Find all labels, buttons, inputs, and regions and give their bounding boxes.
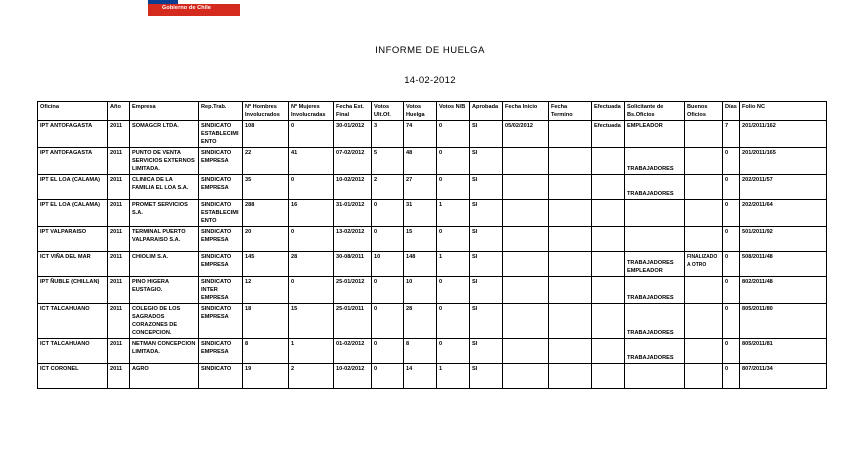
cell-rep-trab: SINDICATO EMPRESA [199,252,243,277]
cell-efectuada [592,148,625,175]
cell-solicitante [625,227,685,252]
cell-mujeres: 0 [289,175,334,200]
cell-rep-trab: SINDICATO EMPRESA [199,227,243,252]
cell-empresa: TERMINAL PUERTO VALPARAISO S.A. [130,227,199,252]
cell-aprobada: SI [470,227,503,252]
cell-votos-huelga: 14 [404,364,437,389]
cell-fecha-est-final: 30-08/2011 [334,252,372,277]
cell-oficina: IPT ANTOFAGASTA [38,121,108,148]
cell-mujeres: 16 [289,200,334,227]
cell-hombres: 19 [243,364,289,389]
cell-aprobada: SI [470,252,503,277]
cell-fecha-est-final: 10-02/2012 [334,364,372,389]
cell-fecha-termino [549,364,592,389]
cell-hombres: 35 [243,175,289,200]
cell-folio-nc: 202/2011/57 [740,175,827,200]
cell-rep-trab: SINDICATO EMPRESA [199,148,243,175]
cell-votos-nb: 0 [437,304,470,339]
gobierno-de-chile-logo [148,0,240,16]
cell-mujeres: 0 [289,121,334,148]
cell-votos-huelga: 15 [404,227,437,252]
header-cell-fecha-est-final: Fecha Est. Final [334,102,372,121]
table-header-row [38,102,827,121]
cell-fecha-termino [549,148,592,175]
cell-rep-trab: SINDICATO EMPRESA [199,339,243,364]
cell-empresa: CHIOLIM S.A. [130,252,199,277]
cell-hombres: 22 [243,148,289,175]
table-row [38,339,827,364]
cell-fecha-est-final: 31-01/2012 [334,200,372,227]
cell-votos-huelga: 148 [404,252,437,277]
table-row [38,304,827,339]
table-row [38,252,827,277]
header-cell-rep-trab: Rep.Trab. [199,102,243,121]
cell-oficina: IPT ÑUBLE (CHILLAN) [38,277,108,304]
cell-ano: 2011 [108,277,130,304]
cell-rep-trab: SINDICATO ESTABLECIMIENTO [199,121,243,148]
cell-aprobada: SI [470,121,503,148]
cell-folio-nc: 202/2011/64 [740,200,827,227]
cell-fecha-inicio [503,200,549,227]
cell-fecha-est-final: 01-02/2012 [334,339,372,364]
cell-fecha-inicio [503,277,549,304]
cell-fecha-inicio [503,175,549,200]
table-row [38,148,827,175]
cell-fecha-est-final: 10-02/2012 [334,175,372,200]
cell-votos-ult-of: 2 [372,175,404,200]
cell-mujeres: 1 [289,339,334,364]
table-row [38,277,827,304]
cell-dias: 0 [723,175,740,200]
cell-oficina: ICT VIÑA DEL MAR [38,252,108,277]
cell-votos-huelga: 31 [404,200,437,227]
cell-solicitante: EMPLEADOR [625,121,685,148]
cell-solicitante: TRABAJADORES [625,148,685,175]
cell-ano: 2011 [108,227,130,252]
cell-efectuada [592,200,625,227]
cell-folio-nc: 802/2011/48 [740,277,827,304]
cell-dias: 0 [723,227,740,252]
cell-aprobada: SI [470,148,503,175]
cell-votos-huelga: 48 [404,148,437,175]
cell-mujeres: 15 [289,304,334,339]
cell-votos-ult-of: 0 [372,339,404,364]
cell-mujeres: 0 [289,227,334,252]
cell-fecha-est-final: 25-01/2012 [334,277,372,304]
cell-dias: 0 [723,148,740,175]
table-row [38,227,827,252]
cell-votos-huelga: 8 [404,339,437,364]
cell-votos-ult-of: 10 [372,252,404,277]
cell-ano: 2011 [108,252,130,277]
cell-hombres: 108 [243,121,289,148]
cell-fecha-est-final: 30-01/2012 [334,121,372,148]
cell-fecha-inicio [503,339,549,364]
cell-ano: 2011 [108,364,130,389]
cell-mujeres: 2 [289,364,334,389]
cell-fecha-termino [549,200,592,227]
cell-empresa: COLEGIO DE LOS SAGRADOS CORAZONES DE CONCEPCION. [130,304,199,339]
cell-aprobada: SI [470,364,503,389]
cell-oficina: IPT VALPARAISO [38,227,108,252]
cell-folio-nc: 807/2011/34 [740,364,827,389]
header-cell-hombres: Nº Hombres Involucrados [243,102,289,121]
cell-buenos-oficios [685,175,723,200]
cell-votos-huelga: 27 [404,175,437,200]
cell-solicitante: TRABAJADORES [625,304,685,339]
cell-ano: 2011 [108,304,130,339]
cell-votos-nb: 1 [437,200,470,227]
cell-votos-ult-of: 5 [372,148,404,175]
cell-hombres: 288 [243,200,289,227]
cell-buenos-oficios [685,304,723,339]
cell-buenos-oficios [685,277,723,304]
cell-efectuada [592,304,625,339]
cell-dias: 0 [723,364,740,389]
cell-buenos-oficios: FINALIZADO A OTRO [685,252,723,277]
cell-rep-trab: SINDICATO EMPRESA [199,304,243,339]
cell-ano: 2011 [108,121,130,148]
cell-votos-ult-of: 0 [372,364,404,389]
header-cell-aprobada: Aprobada [470,102,503,121]
cell-empresa: SOMAGCR LTDA. [130,121,199,148]
cell-folio-nc: 805/2011/80 [740,304,827,339]
logo-text: Gobierno de Chile [162,5,212,11]
cell-votos-nb: 0 [437,175,470,200]
cell-hombres: 145 [243,252,289,277]
cell-fecha-termino [549,304,592,339]
cell-solicitante: TRABAJADORES [625,339,685,364]
cell-fecha-termino [549,252,592,277]
cell-fecha-termino [549,339,592,364]
cell-votos-huelga: 74 [404,121,437,148]
table-row [38,364,827,389]
cell-folio-nc: 201/2011/162 [740,121,827,148]
table-row [38,121,827,148]
cell-empresa: PINO HIGERA EUSTAGIO. [130,277,199,304]
cell-mujeres: 0 [289,277,334,304]
cell-buenos-oficios [685,227,723,252]
header-cell-fecha-inicio: Fecha Inicio [503,102,549,121]
cell-fecha-est-final: 07-02/2012 [334,148,372,175]
cell-fecha-inicio [503,148,549,175]
cell-efectuada [592,252,625,277]
table-row [38,175,827,200]
cell-aprobada: SI [470,339,503,364]
cell-votos-ult-of: 0 [372,304,404,339]
header-cell-folio-nc: Folio NC [740,102,827,121]
cell-fecha-termino [549,227,592,252]
cell-empresa: CLINICA DE LA FAMILIA EL LOA S.A. [130,175,199,200]
cell-buenos-oficios [685,200,723,227]
cell-hombres: 20 [243,227,289,252]
cell-fecha-inicio [503,364,549,389]
cell-solicitante [625,200,685,227]
cell-empresa: NETMAN CONCEPCION LIMITADA. [130,339,199,364]
strike-report-table [37,101,827,389]
cell-votos-nb: 0 [437,277,470,304]
header-cell-votos-ult-of: Votos Ult.Of. [372,102,404,121]
cell-votos-ult-of: 0 [372,227,404,252]
cell-rep-trab: SINDICATO INTER EMPRESA [199,277,243,304]
cell-ano: 2011 [108,175,130,200]
cell-efectuada [592,277,625,304]
cell-efectuada [592,175,625,200]
cell-efectuada [592,364,625,389]
cell-dias: 7 [723,121,740,148]
cell-hombres: 8 [243,339,289,364]
cell-oficina: ICT TALCAHUANO [38,304,108,339]
cell-aprobada: SI [470,200,503,227]
report-title: INFORME DE HUELGA [375,45,485,56]
cell-folio-nc: 201/2011/165 [740,148,827,175]
header-cell-votos-huelga: Votos Huelga [404,102,437,121]
cell-fecha-inicio [503,252,549,277]
cell-dias: 0 [723,200,740,227]
header-cell-efectuada: Efectuada [592,102,625,121]
cell-ano: 2011 [108,148,130,175]
cell-votos-ult-of: 3 [372,121,404,148]
cell-fecha-termino [549,175,592,200]
cell-buenos-oficios [685,148,723,175]
cell-votos-huelga: 28 [404,304,437,339]
cell-efectuada: Efectuada [592,121,625,148]
cell-votos-nb: 0 [437,339,470,364]
cell-oficina: IPT ANTOFAGASTA [38,148,108,175]
cell-buenos-oficios [685,364,723,389]
header-cell-mujeres: Nº Mujeres Involucradas [289,102,334,121]
header-cell-dias: Días [723,102,740,121]
report-date: 14-02-2012 [404,75,456,86]
cell-rep-trab: SINDICATO ESTABLECIMIENTO [199,200,243,227]
cell-dias: 0 [723,339,740,364]
cell-buenos-oficios [685,121,723,148]
header-cell-oficina: Oficina [38,102,108,121]
cell-buenos-oficios [685,339,723,364]
cell-empresa: AGRO [130,364,199,389]
cell-votos-nb: 0 [437,148,470,175]
cell-empresa: PROMET SERVICIOS S.A. [130,200,199,227]
cell-dias: 0 [723,252,740,277]
cell-oficina: IPT EL LOA (CALAMA) [38,200,108,227]
cell-fecha-termino [549,121,592,148]
cell-ano: 2011 [108,339,130,364]
cell-solicitante: TRABAJADORES [625,277,685,304]
cell-rep-trab: SINDICATO EMPRESA [199,175,243,200]
header-cell-fecha-termino: Fecha Termino [549,102,592,121]
cell-votos-ult-of: 0 [372,277,404,304]
header-cell-votos-nb: Votos N/B [437,102,470,121]
cell-oficina: ICT CORONEL [38,364,108,389]
cell-empresa: PUNTO DE VENTA SERVICIOS EXTERNOS LIMITADA. [130,148,199,175]
cell-ano: 2011 [108,200,130,227]
cell-rep-trab: SINDICATO [199,364,243,389]
cell-mujeres: 28 [289,252,334,277]
cell-aprobada: SI [470,304,503,339]
header-cell-solicitante: Solicitante de Bs.Oficios [625,102,685,121]
cell-folio-nc: 501/2011/92 [740,227,827,252]
cell-fecha-inicio [503,304,549,339]
cell-dias: 0 [723,277,740,304]
cell-efectuada [592,339,625,364]
cell-hombres: 12 [243,277,289,304]
cell-votos-nb: 1 [437,252,470,277]
cell-oficina: IPT EL LOA (CALAMA) [38,175,108,200]
cell-efectuada [592,227,625,252]
table-row [38,200,827,227]
cell-oficina: ICT TALCAHUANO [38,339,108,364]
cell-aprobada: SI [470,277,503,304]
cell-votos-huelga: 10 [404,277,437,304]
cell-dias: 0 [723,304,740,339]
cell-votos-nb: 0 [437,227,470,252]
cell-hombres: 18 [243,304,289,339]
cell-fecha-inicio: 05/02/2012 [503,121,549,148]
cell-votos-ult-of: 0 [372,200,404,227]
header-cell-buenos-oficios: Buenos Oficios [685,102,723,121]
cell-votos-nb: 1 [437,364,470,389]
cell-solicitante: TRABAJADORES EMPLEADOR [625,252,685,277]
cell-solicitante [625,364,685,389]
cell-fecha-termino [549,277,592,304]
cell-folio-nc: 805/2011/81 [740,339,827,364]
header-cell-ano: Año [108,102,130,121]
cell-mujeres: 41 [289,148,334,175]
cell-solicitante: TRABAJADORES [625,175,685,200]
cell-fecha-est-final: 13-02/2012 [334,227,372,252]
cell-folio-nc: 508/2011/48 [740,252,827,277]
cell-aprobada: SI [470,175,503,200]
cell-fecha-inicio [503,227,549,252]
cell-votos-nb: 0 [437,121,470,148]
cell-fecha-est-final: 25-01/2011 [334,304,372,339]
header-cell-empresa: Empresa [130,102,199,121]
